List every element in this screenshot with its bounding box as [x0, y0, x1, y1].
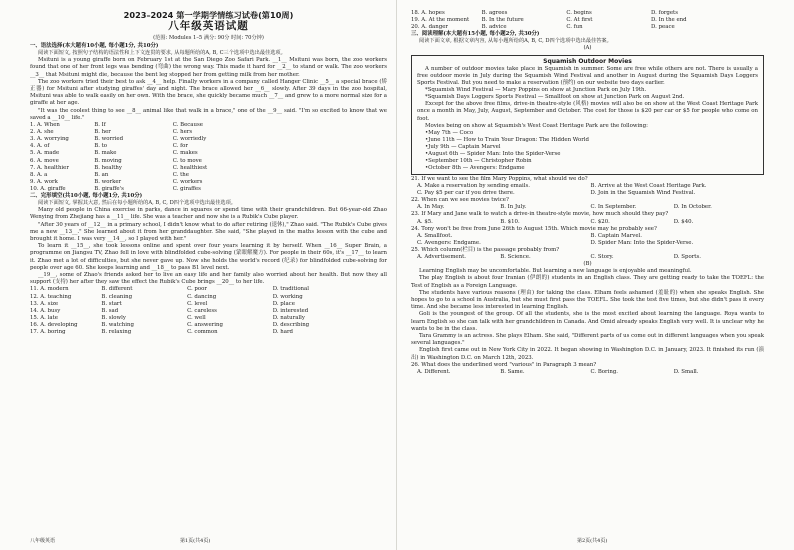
- section3-title: 三、阅读理解(本大题有15小题, 每小题2分, 共30分): [411, 31, 540, 38]
- option-text: C. makes: [172, 150, 198, 157]
- option-text: D. Small.: [673, 368, 699, 375]
- option-text: 4. A. of: [30, 143, 50, 150]
- option-text: B. If: [94, 122, 106, 129]
- question-options-row: [30, 165, 387, 172]
- option-text: B. worried: [94, 136, 124, 143]
- option-text: D. place: [272, 300, 295, 307]
- option-text: A. In May.: [417, 204, 445, 211]
- movie-schedule-item: •May 7th — Coco: [425, 130, 474, 136]
- option-text: A. Different.: [417, 368, 451, 375]
- option-text: A. Make a reservation by sending emails.: [417, 183, 530, 190]
- option-text: C. In September.: [590, 204, 637, 211]
- option-text: C. for: [172, 143, 188, 150]
- option-text: D. In the end: [651, 17, 687, 24]
- section2-title: 二、完形填空(共10小题, 每小题1分, 共10分): [30, 192, 143, 199]
- question-21: 21. If we want to see the film Mary Poppins, what should we do?: [411, 176, 588, 182]
- option-text: 19. A. At the moment: [411, 17, 470, 24]
- option-text: 17. A. boring: [30, 328, 66, 335]
- option-text: 15. A. late: [30, 314, 58, 321]
- section1-title: 一、语法选择(本大题有10小题, 每小题1分, 共10分): [30, 43, 159, 49]
- option-text: 1. A. When: [30, 122, 60, 129]
- section1-instructions: 阅读下面短文, 按照句子结构的语法性和上下文连贯的要求, 从每题所给的A, B, C三个选项中选出最佳选项。: [38, 50, 286, 57]
- question-options-row: [30, 143, 387, 150]
- question-22: 22. When can we see movies twice?: [411, 197, 509, 204]
- option-text: C. well: [187, 314, 206, 321]
- option-text: B. giraffe's: [94, 185, 124, 192]
- option-text: 12. A. teaching: [30, 293, 72, 300]
- option-text: D. forgets: [651, 10, 678, 16]
- option-text: B. sad: [101, 307, 119, 314]
- option-text: B. worker: [94, 178, 122, 185]
- option-text: D. Join in the Squamish Wind Festival.: [590, 190, 696, 197]
- option-text: B. watching: [101, 321, 134, 328]
- footer-page-number: 第2页(共4页): [577, 538, 608, 544]
- option-text: 5. A. made: [30, 150, 60, 157]
- option-text: C. fun: [566, 24, 583, 31]
- question-24-options: [411, 233, 764, 247]
- option-text: B. $10.: [500, 218, 520, 225]
- option-text: B. an: [94, 171, 109, 178]
- option-text: C. begins: [566, 10, 592, 16]
- exam-meta: (范围: Modules 1–5 满分: 90分 时间: 70分钟): [153, 35, 264, 41]
- footer-page-number: 第1页(共4页): [180, 538, 211, 544]
- option-text: B. In the future: [481, 17, 524, 24]
- question-options-row: [411, 17, 764, 24]
- section2-instructions: 阅读下面短文, 掌握其大意, 然后在每小题所给的A, B, C, D四个选项中选出最佳选项。: [38, 200, 236, 207]
- option-text: 9. A. work: [30, 178, 58, 185]
- passage2-paragraph: "After 30 years of __12__ in a primary school, I didn't know what to do after retiring (退休)," Zhao said. "The Rubik's Cube gives me a new __13__." She learned about it from her granddaughter. She said, "She played in the maths lesson with the cube and brought it home. I was very __14__, so I played with her.": [30, 221, 387, 242]
- option-text: B. advice: [481, 24, 507, 31]
- option-text: 20. A. danger: [411, 24, 448, 31]
- option-text: C. At first: [566, 17, 593, 24]
- question-21-options: [411, 183, 764, 197]
- question-options-row: [30, 322, 387, 329]
- question-options-row: [30, 286, 387, 293]
- question-options-row: [30, 315, 387, 322]
- passage-b-paragraph: Learning English may be uncomfortable. But learning a new language is enjoyable and meaningful.: [419, 268, 692, 275]
- option-text: B. relaxing: [101, 328, 132, 335]
- passage-b-paragraph: The play English is about four Iranian (伊朗的) students in an English class. They are getting ready to take the TOEFL: the Test of English as a Foreign Language.: [411, 275, 764, 289]
- option-text: A. Advertisement.: [417, 254, 466, 261]
- option-text: C. Boring.: [590, 368, 618, 375]
- option-text: C. level: [187, 300, 208, 307]
- question-26: 26. What does the underlined word "various" in Paragraph 3 mean?: [411, 361, 597, 368]
- question-options-row: [30, 294, 387, 301]
- option-text: 16. A. developing: [30, 321, 78, 328]
- option-text: B. In July.: [500, 204, 527, 211]
- passage-b-paragraph: English first came out in New York City in 2022. It began showing in Washington D.C. in January, 2023. It finished its run (演出) in Washington D.C. on March 12th, 2023.: [411, 347, 764, 361]
- right-page: [397, 0, 794, 550]
- option-text: D. Spider Man: Into the Spider-Verse.: [590, 239, 694, 246]
- question-options-row: [30, 308, 387, 315]
- option-text: B. Captain Marvel.: [590, 232, 642, 239]
- option-text: C. to move: [172, 157, 202, 164]
- passage1-paragraph: Msituni is a young giraffe born on February 1st at the San Diego Zoo Safari Park. __1__ Msituni was born, the zoo workers found that one of her front legs was bending (弯曲) the wrong way. This made it hard for __2__ to stand or walk. The zoo workers __3__ that Msituni might die, because the bent leg stopped her from getting milk from her mother.: [30, 57, 387, 78]
- option-text: D. peace: [651, 24, 675, 31]
- question-options-row: [30, 136, 387, 143]
- passage2-paragraph: __19__, some of Zhao's friends asked her to live an easy life and her family also worried about her health. But now they all support (支持) her after they saw the effect the Rubik's Cube brings __20__ to her life.: [30, 272, 387, 286]
- passage2-paragraph: To learn it __15__, she took lessons online and spent over four years learning it by herself. When __16__ Super Brain, a programme on Jiangsu TV, Zhao fell in love with blindfolded cube-solving (蒙眼解魔方). For people in their 60s, it's __17__ to learn it. Zhao met a lot of difficulties, but she never gave up. Now she holds the world's record (纪录) for blindfolded cube-solving for people over age 60. She keeps learning and __18__ to pass B1 level next.: [30, 243, 387, 271]
- option-text: 2. A. she: [30, 129, 54, 136]
- option-text: 10. A. giraffe: [30, 185, 66, 192]
- question-options-row: [411, 10, 764, 17]
- question-23: 23. If Mary and Jane walk to watch a drive-in theatre-style movie, how much should they pay?: [411, 211, 669, 218]
- question-options-row: [30, 150, 387, 157]
- option-text: 13. A. size: [30, 300, 59, 307]
- movie-schedule-list: [417, 130, 758, 172]
- option-text: D. In October.: [673, 204, 712, 211]
- option-text: 3. A. worrying: [30, 136, 69, 143]
- section3-instructions: 阅读下面文章, 根据文章内容, 从每小题所给的A, B, C, D四个选项中选出最佳答案。: [419, 38, 612, 45]
- questions-1-10: [30, 122, 387, 193]
- option-text: 7. A. healthier: [30, 164, 69, 171]
- movie-info-box: [411, 55, 764, 175]
- question-options-row: [30, 329, 387, 336]
- movie-schedule-item: •September 10th — Christopher Robin: [425, 158, 532, 164]
- movie-schedule-item: •July 9th — Captain Marvel: [425, 144, 501, 150]
- exam-title-line1: 2023–2024 第一学期学情练习试卷(第10周): [123, 10, 294, 20]
- option-text: D. Sports.: [673, 254, 701, 261]
- movie-box-paragraph: Movies being on show at Squamish's West Coast Heritage Park are the following:: [425, 122, 648, 129]
- movie-box-paragraph: *Squamish Wind Festival — Mary Poppins on show at Junction Park on July 19th.: [425, 87, 647, 94]
- option-text: C. dancing: [187, 293, 217, 300]
- passage-b-label: (B): [583, 261, 592, 268]
- option-text: D. hard: [272, 328, 294, 335]
- passage-b: [411, 268, 764, 362]
- passage-b-paragraph: Goli is the youngest of the group. Of all the students, she is the most excited about learning the language. Roya wants to learn English so she can talk with her grandchildren in Canada. And Omid already speaks English very well. It is unclear why he wants to be in the class.: [411, 311, 764, 332]
- option-text: C. Story.: [590, 254, 614, 261]
- option-text: D. traditional: [272, 286, 309, 293]
- question-options-row: [30, 129, 387, 136]
- option-text: B. cleaning: [101, 293, 133, 300]
- option-text: B. Same.: [500, 368, 525, 375]
- option-text: C. careless: [187, 307, 217, 314]
- option-text: C. the: [172, 171, 189, 178]
- movie-box-paragraph: A number of outdoor movies take place in Squamish in summer. Some are free while others are not. There is usually a free outdoor movie in July during the Squamish Wind Festival and another in August during the Squamish Days Loggers Sports Festival. But you need to make a reservation (预约) on our website two days earlier.: [417, 65, 758, 86]
- option-text: B. different: [101, 286, 133, 293]
- movie-schedule-item: •October 8th — Avengers: Endgame: [425, 165, 525, 171]
- passage2: [30, 207, 387, 286]
- movie-box-paragraph: *Squamish Days Loggers Sports Festival — Smallfoot on show at Junction Park on August 2nd.: [425, 94, 685, 101]
- option-text: A. $5.: [417, 218, 433, 225]
- passage-a-label: (A): [583, 45, 592, 52]
- exam-title-line2: 八年级英语试题: [168, 20, 249, 32]
- passage1-paragraph: "It was the coolest thing to see __8__ animal like that walk in a brace," one of the __9__ said. "I'm so excited to know that we saved a __10__ life.": [30, 107, 387, 121]
- option-text: C. giraffes: [172, 185, 201, 192]
- option-text: B. Arrive at the West Coast Heritage Park.: [590, 183, 707, 190]
- option-text: 18. A. hopes: [411, 10, 445, 16]
- question-options-row: [30, 301, 387, 308]
- option-text: 6. A. move: [30, 157, 59, 164]
- option-text: B. slowly: [101, 314, 126, 321]
- option-text: B. start: [101, 300, 122, 307]
- question-22-options: [411, 204, 764, 211]
- movie-box-paragraph: Except for the above free films, drive-in theatre-style (风格) movies will also be on show at the West Coast Heritage Park once a month in May, July, August, September and October. The cost for those is $20 per car or $5 for people who come on foot.: [417, 101, 758, 122]
- option-text: C. Avengers: Endgame.: [417, 239, 481, 246]
- question-options-row: [30, 172, 387, 179]
- option-text: C. worriedly: [172, 136, 207, 143]
- option-text: 14. A. busy: [30, 307, 61, 314]
- option-text: B. to: [94, 143, 108, 150]
- option-text: B. Science.: [500, 254, 531, 261]
- option-text: 11. A. modern: [30, 286, 69, 293]
- question-options-row: [30, 122, 387, 129]
- option-text: C. Because: [172, 122, 203, 129]
- option-text: B. agrees: [481, 10, 508, 16]
- option-text: C. healthiest: [172, 164, 208, 171]
- option-text: C. poor: [187, 286, 207, 293]
- option-text: A. Smallfoot.: [417, 232, 453, 239]
- passage1-paragraph: The zoo workers tried their best to ask __4__ help. Finally workers in a company called Hanger Clinic __5__ a special brace (矫正器) for Msituni after studying giraffes' day and night. The brace allowed her __6__ slowly. After 39 days in the zoo hospital, Msituni was able to walk easily on her own. With the brace, she quickly became much __7__ and grew to a more normal size for a giraffe at her age.: [30, 78, 387, 107]
- option-text: B. make: [94, 150, 117, 157]
- passage2-paragraph: Many old people in China exercise in parks, dance in squares or spend time with their grandchildren. But 66-year-old Zhao Wenying from Zhejiang has a __11__ life. She was a teacher and now she is a Rubik's Cube player.: [30, 207, 387, 221]
- question-options-row: [30, 158, 387, 165]
- option-text: D. describing: [272, 321, 310, 328]
- question-25: 25. Which column(栏目) is the passage probably from?: [411, 246, 560, 253]
- option-text: D. interested: [272, 307, 309, 314]
- option-text: C. $20.: [590, 218, 610, 225]
- passage-b-paragraph: The students have various reasons (理由) for taking the class. Elham feels ashamed (羞耻的) when she speaks English. She hopes to go to a school in Australia, but she must first pass the TOEFL. She took the test five times, but she didn't pass it every time. And she became less interested in learning English.: [411, 289, 764, 311]
- option-text: C. common: [187, 328, 218, 335]
- questions-18-20: [411, 10, 764, 31]
- question-options-row: [30, 179, 387, 186]
- option-text: D. $40.: [673, 218, 694, 225]
- option-text: B. moving: [94, 157, 122, 164]
- option-text: 8. A. a: [30, 171, 48, 178]
- option-text: C. answering: [187, 321, 223, 328]
- question-options-row: [30, 186, 387, 193]
- movie-box-title: Squamish Outdoor Movies: [543, 57, 632, 65]
- footer-subject: 八年级英语: [30, 538, 56, 544]
- question-23-options: [411, 219, 764, 226]
- movie-schedule-item: •June 11th — How to Train Your Dragon: The Hidden World: [425, 137, 589, 143]
- option-text: D. working: [272, 293, 303, 300]
- option-text: C. workers: [172, 178, 203, 185]
- option-text: C. Pay $5 per car if you drive there.: [417, 190, 515, 197]
- questions-11-17: [30, 286, 387, 336]
- question-26-options: [411, 369, 764, 376]
- option-text: B. her: [94, 129, 111, 136]
- question-24: 24. Tony won't be free from June 26th to August 15th. Which movie may he probably see?: [411, 225, 657, 232]
- option-text: D. naturally: [272, 314, 305, 321]
- passage-b-paragraph: Tara Grammy is an actress. She plays Elham. She said, "Different parts of us come out in different languages when you speak several languages.": [411, 333, 764, 347]
- option-text: B. healthy: [94, 164, 122, 171]
- movie-schedule-item: •August 6th — Spider Man: Into the Spider-Verse: [425, 151, 561, 157]
- passage1: [30, 57, 387, 122]
- option-text: C. hers: [172, 129, 193, 136]
